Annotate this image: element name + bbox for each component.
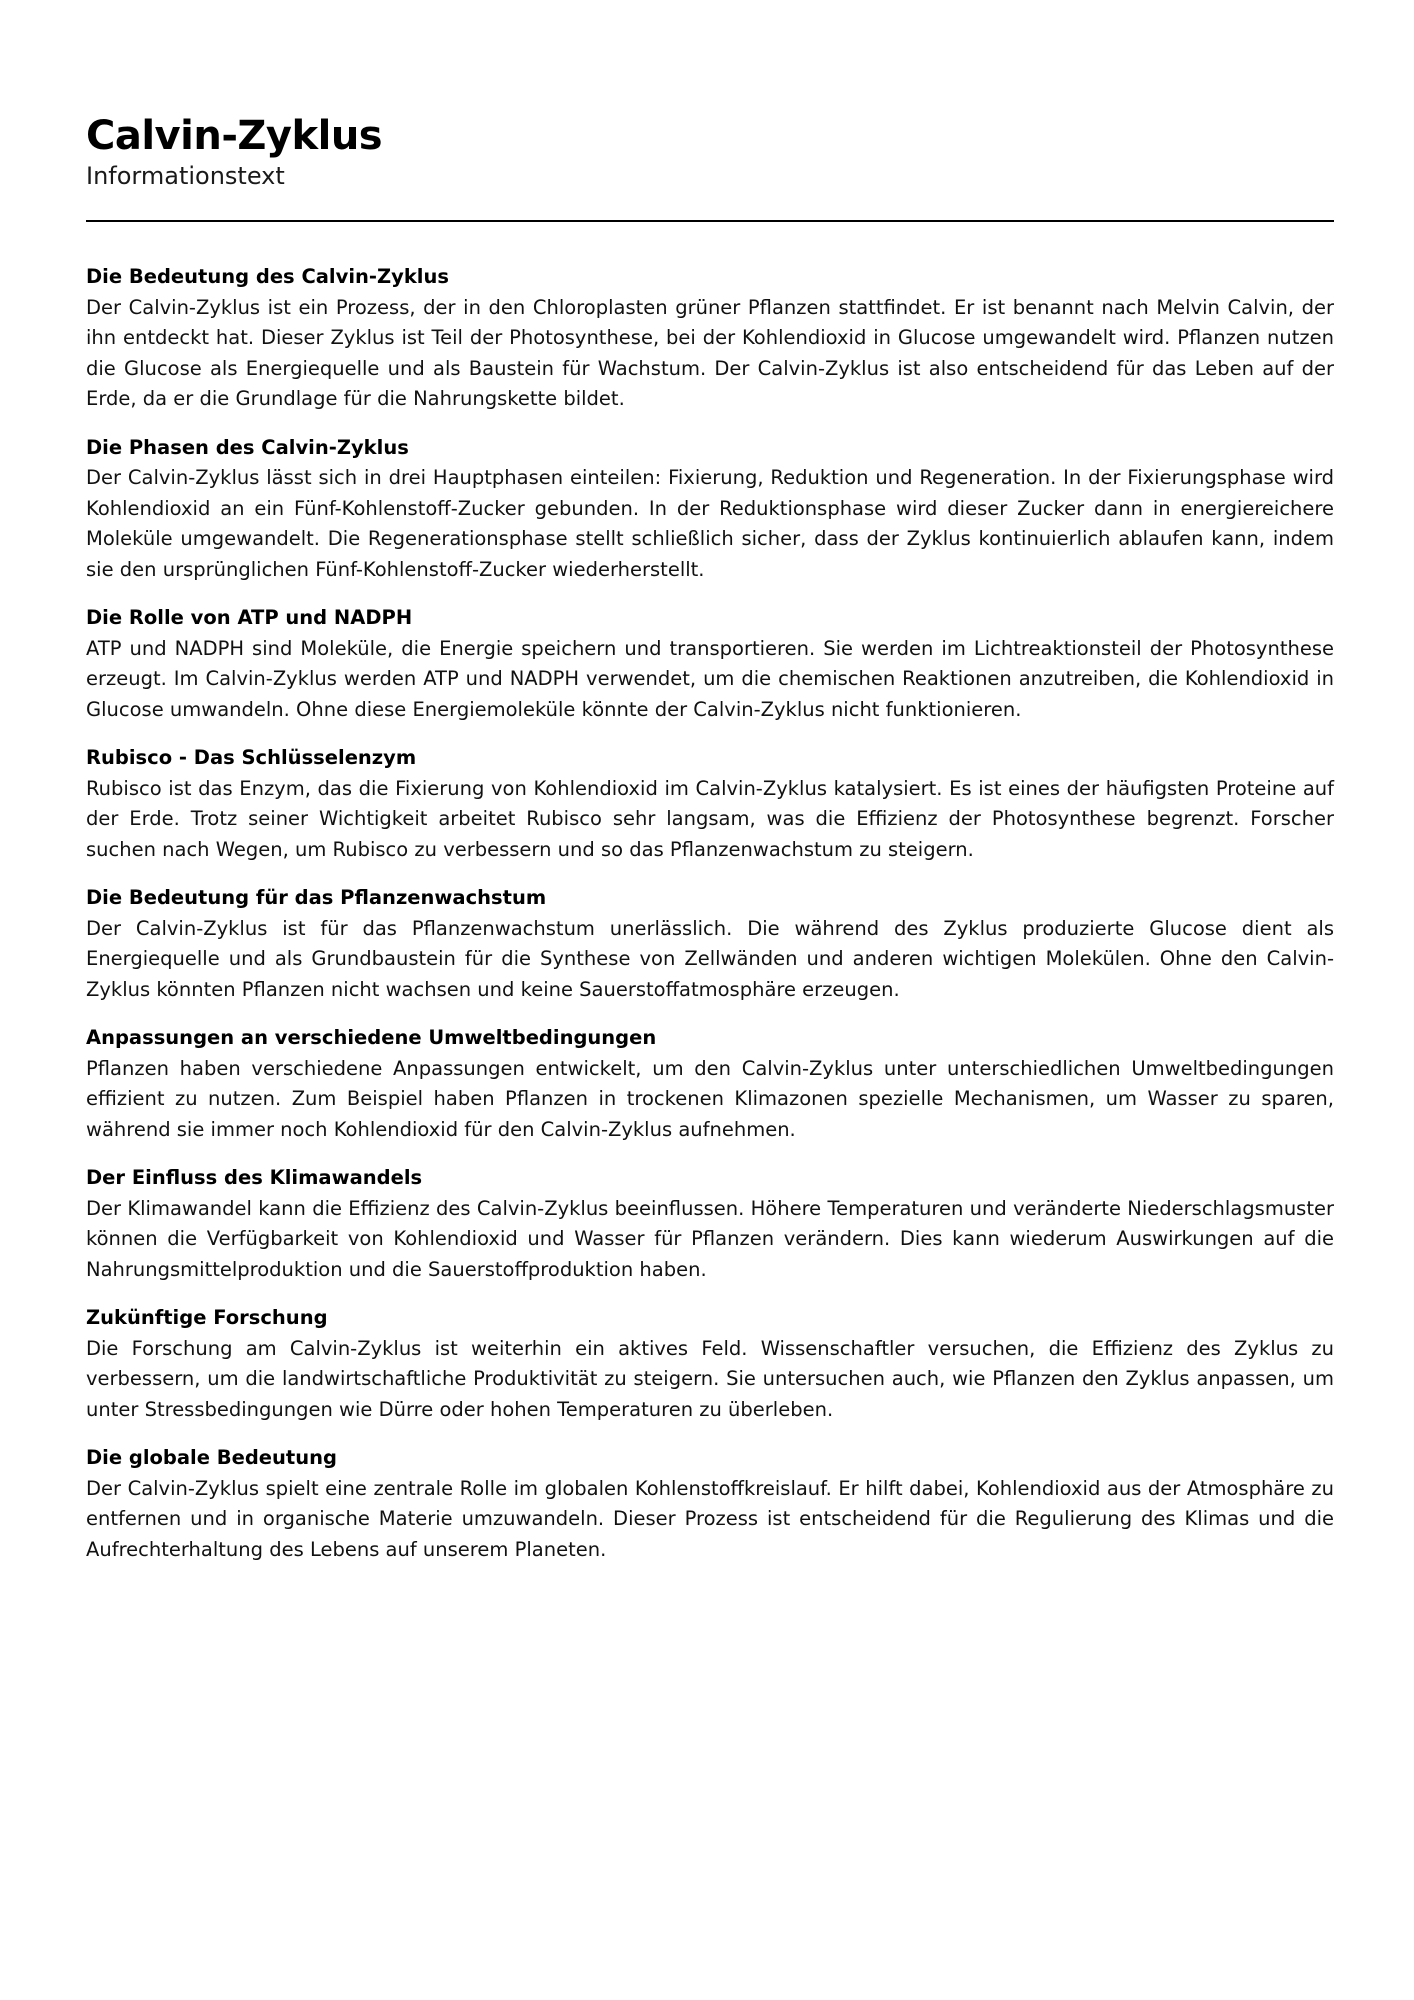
section-forschung [86, 1303, 1334, 1425]
section-heading: Anpassungen an verschiedene Umweltbedingungen [86, 1026, 657, 1049]
sections-container [86, 262, 1334, 1565]
page-subtitle: Informationstext [86, 162, 285, 190]
section-globale-bedeutung [86, 1443, 1334, 1565]
section-body: Die Forschung am Calvin-Zyklus ist weiterhin ein aktives Feld. Wissenschaftler versuchen, die Effizienz des Zyklus zu verbessern, um die landwirtschaftliche Produktivität zu steigern. Sie untersuchen auch, wie Pflanzen den Zyklus anpassen, um unter Stressbedingungen wie Dürre oder hohen Temperaturen zu überleben. [86, 1336, 1334, 1421]
section-heading: Die Phasen des Calvin-Zyklus [86, 435, 409, 459]
section-anpassungen [86, 1023, 1334, 1145]
section-bedeutung [86, 262, 1334, 415]
document-page [86, 112, 1334, 1583]
section-heading: Zukünftige Forschung [86, 1306, 328, 1329]
section-body: Der Calvin-Zyklus ist ein Prozess, der in den Chloroplasten grüner Pflanzen stattfindet. Er ist benannt nach Melvin Calvin, der ihn entdeckt hat. Dieser Zyklus ist Teil der Photosynthese, bei der Kohlendioxid in Glucose umgewandelt wird. Pflanzen nutzen die Glucose als Energiequelle und als Baustein für Wachstum. Der Calvin-Zyklus ist also entscheidend für das Leben auf der Erde, da er die Grundlage für die Nahrungskette bildet. [86, 295, 1334, 410]
section-heading: Die Bedeutung für das Pflanzenwachstum [86, 886, 547, 909]
section-body: ATP und NADPH sind Moleküle, die Energie speichern und transportieren. Sie werden im Lichtreaktionsteil der Photosynthese erzeugt. Im Calvin-Zyklus werden ATP und NADPH verwendet, um die chemischen Reaktionen anzutreiben, die Kohlendioxid in Glucose umwandeln. Ohne diese Energiemoleküle könnte der Calvin-Zyklus nicht funktionieren. [86, 636, 1334, 721]
section-body: Der Klimawandel kann die Effizienz des Calvin-Zyklus beeinflussen. Höhere Temperaturen und veränderte Niederschlagsmuster können die Verfügbarkeit von Kohlendioxid und Wasser für Pflanzen verändern. Dies kann wiederum Auswirkungen auf die Nahrungsmittelproduktion und die Sauerstoffproduktion haben. [86, 1196, 1334, 1281]
section-body: Rubisco ist das Enzym, das die Fixierung von Kohlendioxid im Calvin-Zyklus katalysiert. Es ist eines der häufigsten Proteine auf der Erde. Trotz seiner Wichtigkeit arbeitet Rubisco sehr langsam, was die Effizienz der Photosynthese begrenzt. Forscher suchen nach Wegen, um Rubisco zu verbessern und so das Pflanzenwachstum zu steigern. [86, 776, 1334, 861]
section-body: Pflanzen haben verschiedene Anpassungen entwickelt, um den Calvin-Zyklus unter unterschiedlichen Umweltbedingungen effizient zu nutzen. Zum Beispiel haben Pflanzen in trockenen Klimazonen spezielle Mechanismen, um Wasser zu sparen, während sie immer noch Kohlendioxid für den Calvin-Zyklus aufnehmen. [86, 1056, 1334, 1141]
section-body: Der Calvin-Zyklus ist für das Pflanzenwachstum unerlässlich. Die während des Zyklus produzierte Glucose dient als Energiequelle und als Grundbaustein für die Synthese von Zellwänden und anderen wichtigen Molekülen. Ohne den Calvin-Zyklus könnten Pflanzen nicht wachsen und keine Sauerstoffatmosphäre erzeugen. [86, 916, 1334, 1001]
section-rubisco [86, 743, 1334, 865]
section-heading: Die Rolle von ATP und NADPH [86, 606, 413, 629]
section-body: Der Calvin-Zyklus spielt eine zentrale Rolle im globalen Kohlenstoffkreislauf. Er hilft dabei, Kohlendioxid aus der Atmosphäre zu entfernen und in organische Materie umzuwandeln. Dieser Prozess ist entscheidend für die Regulierung des Klimas und die Aufrechterhaltung des Lebens auf unserem Planeten. [86, 1476, 1334, 1561]
section-pflanzenwachstum [86, 883, 1334, 1005]
header-divider [86, 220, 1334, 222]
section-atp-nadph [86, 603, 1334, 725]
section-heading: Die Bedeutung des Calvin-Zyklus [86, 265, 449, 288]
section-phasen [86, 433, 1334, 586]
section-heading: Der Einfluss des Klimawandels [86, 1166, 423, 1189]
page-title: Calvin-Zyklus [86, 113, 383, 159]
section-heading: Die globale Bedeutung [86, 1446, 337, 1469]
section-klimawandel [86, 1163, 1334, 1285]
section-heading: Rubisco - Das Schlüsselenzym [86, 746, 417, 769]
section-body: Der Calvin-Zyklus lässt sich in drei Hauptphasen einteilen: Fixierung, Reduktion und Regeneration. In der Fixierungsphase wird Kohlendioxid an ein Fünf-Kohlenstoff-Zucker gebunden. In der Reduktionsphase wird dieser Zucker dann in energiereichere Moleküle umgewandelt. Die Regenerationsphase stellt schließlich sicher, dass der Zyklus kontinuierlich ablaufen kann, indem sie den ursprünglichen Fünf-Kohlenstoff-Zucker wiederherstellt. [86, 466, 1334, 581]
